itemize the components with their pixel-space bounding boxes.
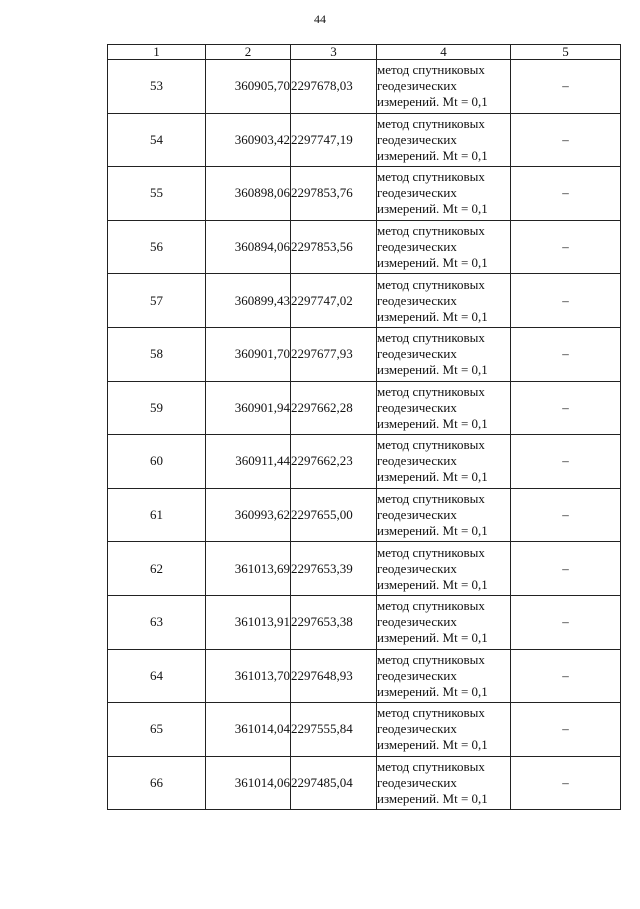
- table-row: [108, 220, 621, 274]
- coordinate-y: 2297662,23: [291, 435, 377, 489]
- header-row: [108, 45, 621, 60]
- method-line: геодезических: [377, 453, 457, 469]
- note-dash: –: [511, 327, 621, 381]
- method-line: геодезических: [377, 507, 457, 523]
- method-line: измерений. Mt = 0,1: [377, 737, 488, 753]
- coordinate-x: 360894,06: [206, 220, 291, 274]
- coordinate-y: 2297555,84: [291, 703, 377, 757]
- table-row: [108, 488, 621, 542]
- note-dash: –: [511, 435, 621, 489]
- note-dash: –: [511, 649, 621, 703]
- method-line: измерений. Mt = 0,1: [377, 94, 488, 110]
- coordinate-y: 2297648,93: [291, 649, 377, 703]
- method-description: [377, 649, 511, 703]
- method-line: измерений. Mt = 0,1: [377, 469, 488, 485]
- method-line: геодезических: [377, 721, 457, 737]
- method-line: метод спутниковых: [377, 759, 485, 775]
- coordinate-y: 2297653,39: [291, 542, 377, 596]
- method-line: геодезических: [377, 131, 457, 147]
- table-row: [108, 167, 621, 221]
- method-line: измерений. Mt = 0,1: [377, 576, 488, 592]
- point-number: 53: [108, 60, 206, 114]
- method-line: измерений. Mt = 0,1: [377, 523, 488, 539]
- method-line: метод спутниковых: [377, 330, 485, 346]
- note-dash: –: [511, 381, 621, 435]
- table-row: [108, 542, 621, 596]
- note-dash: –: [511, 113, 621, 167]
- header-col-2: 2: [206, 45, 291, 60]
- method-line: геодезических: [377, 399, 457, 415]
- coordinate-x: 360901,94: [206, 381, 291, 435]
- point-number: 63: [108, 595, 206, 649]
- method-line: метод спутниковых: [377, 598, 485, 614]
- coordinate-y: 2297662,28: [291, 381, 377, 435]
- note-dash: –: [511, 167, 621, 221]
- coordinate-x: 360903,42: [206, 113, 291, 167]
- method-description: [377, 60, 511, 114]
- point-number: 65: [108, 703, 206, 757]
- header-col-4: 4: [377, 45, 511, 60]
- note-dash: –: [511, 274, 621, 328]
- method-description: [377, 113, 511, 167]
- point-number: 58: [108, 327, 206, 381]
- point-number: 64: [108, 649, 206, 703]
- coordinate-x: 361013,70: [206, 649, 291, 703]
- method-line: метод спутниковых: [377, 437, 485, 453]
- method-line: геодезических: [377, 78, 457, 94]
- note-dash: –: [511, 488, 621, 542]
- point-number: 57: [108, 274, 206, 328]
- table-row: [108, 327, 621, 381]
- method-line: измерений. Mt = 0,1: [377, 255, 488, 271]
- point-number: 62: [108, 542, 206, 596]
- method-line: геодезических: [377, 239, 457, 255]
- method-line: геодезических: [377, 614, 457, 630]
- table-header: [108, 45, 621, 60]
- table-row: [108, 756, 621, 810]
- method-line: измерений. Mt = 0,1: [377, 630, 488, 646]
- coordinate-x: 360901,70: [206, 327, 291, 381]
- method-line: измерений. Mt = 0,1: [377, 791, 488, 807]
- method-description: [377, 488, 511, 542]
- coordinate-x: 360911,44: [206, 435, 291, 489]
- table-row: [108, 381, 621, 435]
- method-line: измерений. Mt = 0,1: [377, 147, 488, 163]
- method-description: [377, 220, 511, 274]
- method-description: [377, 756, 511, 810]
- note-dash: –: [511, 220, 621, 274]
- method-line: метод спутниковых: [377, 276, 485, 292]
- method-line: измерений. Mt = 0,1: [377, 415, 488, 431]
- table-body: [108, 60, 621, 810]
- method-description: [377, 167, 511, 221]
- coordinate-x: 360905,70: [206, 60, 291, 114]
- method-line: метод спутниковых: [377, 544, 485, 560]
- coordinate-y: 2297747,02: [291, 274, 377, 328]
- method-description: [377, 595, 511, 649]
- method-description: [377, 542, 511, 596]
- method-line: геодезических: [377, 560, 457, 576]
- method-line: геодезических: [377, 775, 457, 791]
- note-dash: –: [511, 595, 621, 649]
- method-line: метод спутниковых: [377, 169, 485, 185]
- point-number: 54: [108, 113, 206, 167]
- method-description: [377, 327, 511, 381]
- method-line: метод спутниковых: [377, 62, 485, 78]
- method-line: метод спутниковых: [377, 491, 485, 507]
- table-row: [108, 595, 621, 649]
- method-line: метод спутниковых: [377, 705, 485, 721]
- coordinate-x: 361014,06: [206, 756, 291, 810]
- table-row: [108, 649, 621, 703]
- coordinate-y: 2297678,03: [291, 60, 377, 114]
- coordinate-x: 360898,06: [206, 167, 291, 221]
- point-number: 60: [108, 435, 206, 489]
- coordinate-y: 2297653,38: [291, 595, 377, 649]
- table-row: [108, 435, 621, 489]
- coordinate-y: 2297853,56: [291, 220, 377, 274]
- coordinates-table: [107, 44, 621, 810]
- point-number: 59: [108, 381, 206, 435]
- header-col-5: 5: [511, 45, 621, 60]
- method-line: геодезических: [377, 292, 457, 308]
- coordinate-x: 361013,91: [206, 595, 291, 649]
- header-col-1: 1: [108, 45, 206, 60]
- method-description: [377, 703, 511, 757]
- method-description: [377, 435, 511, 489]
- coordinate-x: 361013,69: [206, 542, 291, 596]
- method-line: измерений. Mt = 0,1: [377, 308, 488, 324]
- coordinate-x: 360993,62: [206, 488, 291, 542]
- point-number: 66: [108, 756, 206, 810]
- method-line: геодезических: [377, 346, 457, 362]
- note-dash: –: [511, 60, 621, 114]
- page-number: 44: [314, 12, 326, 26]
- note-dash: –: [511, 542, 621, 596]
- method-line: измерений. Mt = 0,1: [377, 201, 488, 217]
- note-dash: –: [511, 756, 621, 810]
- table-row: [108, 274, 621, 328]
- method-line: метод спутниковых: [377, 115, 485, 131]
- method-description: [377, 381, 511, 435]
- coordinate-y: 2297677,93: [291, 327, 377, 381]
- table-row: [108, 60, 621, 114]
- point-number: 61: [108, 488, 206, 542]
- point-number: 55: [108, 167, 206, 221]
- method-line: геодезических: [377, 185, 457, 201]
- note-dash: –: [511, 703, 621, 757]
- method-line: измерений. Mt = 0,1: [377, 683, 488, 699]
- header-col-3: 3: [291, 45, 377, 60]
- method-line: измерений. Mt = 0,1: [377, 362, 488, 378]
- point-number: 56: [108, 220, 206, 274]
- coordinate-y: 2297853,76: [291, 167, 377, 221]
- method-line: метод спутниковых: [377, 223, 485, 239]
- coordinate-y: 2297485,04: [291, 756, 377, 810]
- table-row: [108, 703, 621, 757]
- method-line: метод спутниковых: [377, 383, 485, 399]
- table-row: [108, 113, 621, 167]
- method-description: [377, 274, 511, 328]
- coordinate-x: 361014,04: [206, 703, 291, 757]
- coordinate-y: 2297655,00: [291, 488, 377, 542]
- coordinate-x: 360899,43: [206, 274, 291, 328]
- coordinate-y: 2297747,19: [291, 113, 377, 167]
- method-line: геодезических: [377, 667, 457, 683]
- method-line: метод спутниковых: [377, 651, 485, 667]
